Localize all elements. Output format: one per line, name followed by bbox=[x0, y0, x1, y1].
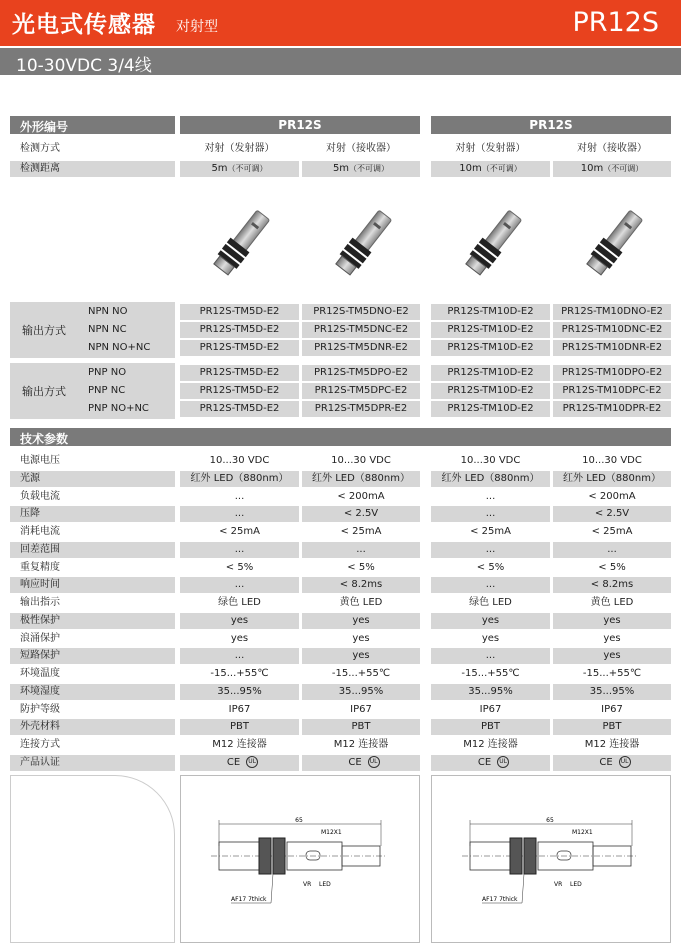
svg-text:AF17 7thick: AF17 7thick bbox=[231, 896, 267, 903]
param-label: 环境湿度 bbox=[10, 684, 175, 700]
table-cell bbox=[302, 141, 420, 157]
param-value: -15...+55℃ bbox=[210, 668, 269, 679]
cell-note: （不可调） bbox=[349, 164, 390, 173]
header-bar bbox=[0, 0, 681, 46]
param-value: < 2.5V bbox=[302, 506, 420, 522]
cell-value: 5m bbox=[211, 163, 228, 174]
group-label-1: PR12S bbox=[278, 118, 322, 132]
ul-mark-icon: UL bbox=[497, 756, 509, 768]
model-code: PR12S-TM10D-E2 bbox=[431, 365, 550, 381]
model-code: PR12S-TM10DPC-E2 bbox=[553, 383, 671, 399]
model-code: PR12S-TM10DNC-E2 bbox=[553, 322, 671, 338]
sensor-image bbox=[322, 205, 402, 285]
svg-text:M12X1: M12X1 bbox=[321, 829, 342, 836]
param-label: 连接方式 bbox=[20, 739, 60, 750]
param-value: PBT bbox=[180, 719, 299, 735]
svg-text:M12X1: M12X1 bbox=[572, 829, 593, 836]
model-code: PR12S-TM10DPR-E2 bbox=[553, 401, 671, 417]
dimension-drawing-2 bbox=[432, 776, 670, 942]
param-value: ... bbox=[180, 648, 299, 664]
table-cell bbox=[302, 161, 420, 177]
output-type: PNP NC bbox=[88, 385, 126, 396]
model-code: PR12S-TM5D-E2 bbox=[180, 401, 299, 417]
param-value: 10...30 VDC bbox=[582, 455, 642, 466]
cell-value: 10m bbox=[459, 163, 482, 174]
ce-mark-icon: CE bbox=[599, 757, 613, 768]
param-value: < 5% bbox=[598, 562, 626, 573]
param-value: ... bbox=[431, 577, 550, 593]
param-value: yes bbox=[180, 613, 299, 629]
param-value: PBT bbox=[302, 719, 420, 735]
svg-text:LED: LED bbox=[319, 881, 331, 888]
param-value: ... bbox=[431, 506, 550, 522]
param-value: M12 连接器 bbox=[333, 739, 389, 750]
param-label: 极性保护 bbox=[10, 613, 175, 629]
param-value: < 5% bbox=[347, 562, 375, 573]
param-value: M12 连接器 bbox=[584, 739, 640, 750]
cell-value: 对射（接收器） bbox=[326, 143, 396, 154]
table-cell bbox=[431, 141, 550, 157]
param-value: -15...+55℃ bbox=[582, 668, 642, 679]
param-value: -15...+55℃ bbox=[461, 668, 520, 679]
svg-text:65: 65 bbox=[295, 817, 303, 824]
param-value: 35...95% bbox=[302, 684, 420, 700]
ul-mark-icon: UL bbox=[246, 756, 258, 768]
cert-cell bbox=[180, 755, 299, 771]
tech-header bbox=[10, 428, 671, 446]
model-code: PR12S-TM5DPO-E2 bbox=[302, 365, 420, 381]
dimension-drawing-1 bbox=[181, 776, 419, 942]
output-type: PNP NO+NC bbox=[88, 403, 149, 414]
sensor-image bbox=[200, 205, 280, 285]
param-value: IP67 bbox=[350, 704, 372, 715]
param-label: 光源 bbox=[10, 471, 175, 487]
ul-mark-icon: UL bbox=[619, 756, 631, 768]
param-value: < 200mA bbox=[337, 491, 385, 502]
param-value: < 25mA bbox=[470, 526, 511, 537]
voltage-title: 10-30VDC 3/4线 bbox=[16, 56, 152, 76]
param-value: yes bbox=[352, 633, 370, 644]
model-code: PR12S-TM5DNR-E2 bbox=[302, 340, 420, 356]
ce-mark-icon: CE bbox=[226, 757, 241, 768]
model-code: PR12S-TM10D-E2 bbox=[431, 304, 550, 320]
cell-note: （不可调） bbox=[481, 164, 522, 173]
svg-text:VR: VR bbox=[554, 881, 563, 888]
param-value: 黄色 LED bbox=[339, 597, 383, 608]
model-code: PR12S-TM10DPO-E2 bbox=[553, 365, 671, 381]
model-code: PR12S-TM5DNO-E2 bbox=[302, 304, 420, 320]
group-label-2: PR12S bbox=[529, 118, 573, 132]
cell-note: （不可调） bbox=[227, 164, 268, 173]
param-value: ... bbox=[180, 577, 299, 593]
model-code: PR12S-TM5D-E2 bbox=[180, 365, 299, 381]
param-value: yes bbox=[230, 633, 249, 644]
param-value: 红外 LED（880nm） bbox=[553, 471, 671, 487]
cell-note: （不可调） bbox=[603, 164, 644, 173]
param-label: 产品认证 bbox=[10, 755, 175, 771]
param-label: 响应时间 bbox=[10, 577, 175, 593]
svg-text:VR: VR bbox=[303, 881, 312, 888]
page-subtitle: 对射型 bbox=[176, 19, 218, 35]
param-value: ... bbox=[302, 542, 420, 558]
param-value: yes bbox=[481, 633, 500, 644]
param-label: 压降 bbox=[10, 506, 175, 522]
row-label: 检测距离 bbox=[10, 161, 175, 177]
ce-mark-icon: CE bbox=[477, 757, 492, 768]
param-value: < 200mA bbox=[588, 491, 636, 502]
param-value: 10...30 VDC bbox=[209, 455, 270, 466]
param-value: < 25mA bbox=[219, 526, 260, 537]
param-value: < 5% bbox=[476, 562, 505, 573]
drawing-box-2 bbox=[431, 775, 671, 943]
param-value: < 25mA bbox=[340, 526, 382, 537]
param-value: 红外 LED（880nm） bbox=[431, 471, 550, 487]
sensor-image bbox=[452, 205, 532, 285]
group-header-1 bbox=[180, 116, 420, 134]
param-value: ... bbox=[431, 648, 550, 664]
cert-cell bbox=[553, 755, 671, 771]
param-value: 绿色 LED bbox=[218, 597, 261, 608]
param-label: 浪涌保护 bbox=[20, 633, 60, 644]
model-code: PR12S-TM5D-E2 bbox=[180, 340, 299, 356]
param-value: 35...95% bbox=[553, 684, 671, 700]
param-value: 黄色 LED bbox=[590, 597, 634, 608]
model-code: PR12S-TM10DNO-E2 bbox=[553, 304, 671, 320]
param-value: ... bbox=[431, 542, 550, 558]
cert-cell bbox=[431, 755, 550, 771]
tech-title: 技术参数 bbox=[20, 432, 69, 446]
param-label: 环境温度 bbox=[20, 668, 60, 679]
param-value: M12 连接器 bbox=[463, 739, 518, 750]
drawing-box-1 bbox=[180, 775, 420, 943]
param-value: yes bbox=[302, 613, 420, 629]
param-label: 输出指示 bbox=[20, 597, 60, 608]
param-value: IP67 bbox=[601, 704, 623, 715]
param-value: IP67 bbox=[479, 704, 502, 715]
param-value: IP67 bbox=[228, 704, 251, 715]
model-code: PR12S-TM5D-E2 bbox=[180, 304, 299, 320]
param-value: 红外 LED（880nm） bbox=[180, 471, 299, 487]
param-label: 外壳材料 bbox=[10, 719, 175, 735]
param-label: 重复精度 bbox=[20, 562, 60, 573]
param-value: M12 连接器 bbox=[212, 739, 267, 750]
subheader-bar bbox=[0, 48, 681, 75]
param-value: yes bbox=[553, 648, 671, 664]
output-type: NPN NO bbox=[88, 306, 128, 317]
model-code: PR12S-TM5DPC-E2 bbox=[302, 383, 420, 399]
model-code: PR12S-TM5DNC-E2 bbox=[302, 322, 420, 338]
param-value: < 8.2ms bbox=[302, 577, 420, 593]
svg-text:AF17 7thick: AF17 7thick bbox=[482, 896, 518, 903]
cell-value: 10m bbox=[580, 163, 604, 174]
param-value: 35...95% bbox=[431, 684, 550, 700]
model-code: PR12S-TM10DNR-E2 bbox=[553, 340, 671, 356]
param-value: < 2.5V bbox=[553, 506, 671, 522]
param-value: yes bbox=[603, 633, 621, 644]
group-header-2 bbox=[431, 116, 671, 134]
cert-cell bbox=[302, 755, 420, 771]
cell-value: 对射（发射器） bbox=[455, 143, 526, 154]
table-cell bbox=[553, 141, 671, 157]
page-title: 光电式传感器 bbox=[12, 12, 156, 38]
model-code: PR12S-TM10D-E2 bbox=[431, 322, 550, 338]
param-value: ... bbox=[485, 491, 496, 502]
param-label: 电源电压 bbox=[20, 455, 60, 466]
blank-box bbox=[10, 775, 175, 943]
ul-mark-icon: UL bbox=[368, 756, 380, 768]
model-code: PR12S-TM10D-E2 bbox=[431, 383, 550, 399]
param-value: yes bbox=[553, 613, 671, 629]
param-value: ... bbox=[234, 491, 245, 502]
table-cell bbox=[180, 161, 299, 177]
output-type: NPN NC bbox=[88, 324, 127, 335]
param-value: < 5% bbox=[225, 562, 254, 573]
table-cell bbox=[180, 141, 299, 157]
param-value: 35...95% bbox=[180, 684, 299, 700]
svg-text:65: 65 bbox=[546, 817, 554, 824]
param-label: 防护等级 bbox=[20, 704, 60, 715]
output-label: 输出方式 bbox=[22, 324, 66, 337]
model-code: PR12S-TM5D-E2 bbox=[180, 322, 299, 338]
sensor-image bbox=[573, 205, 653, 285]
param-label: 回差范围 bbox=[10, 542, 175, 558]
table-header-left bbox=[10, 116, 175, 134]
param-label: 负载电流 bbox=[20, 491, 60, 502]
table-cell bbox=[431, 161, 550, 177]
param-value: ... bbox=[180, 542, 299, 558]
param-value: ... bbox=[553, 542, 671, 558]
model-code: PR12S-TM10D-E2 bbox=[431, 401, 550, 417]
output-type: PNP NO bbox=[88, 367, 127, 378]
table-cell bbox=[553, 161, 671, 177]
param-label: 短路保护 bbox=[10, 648, 175, 664]
ce-mark-icon: CE bbox=[348, 757, 362, 768]
param-value: 绿色 LED bbox=[469, 597, 512, 608]
output-type: NPN NO+NC bbox=[88, 342, 151, 353]
param-value: ... bbox=[180, 506, 299, 522]
row-label: 检测方式 bbox=[20, 143, 60, 154]
param-value: 红外 LED（880nm） bbox=[302, 471, 420, 487]
model-code: PR12S-TM5D-E2 bbox=[180, 383, 299, 399]
output-label: 输出方式 bbox=[22, 385, 66, 398]
param-value: PBT bbox=[431, 719, 550, 735]
param-value: 10...30 VDC bbox=[331, 455, 391, 466]
table-title: 外形编号 bbox=[20, 120, 69, 134]
param-label: 消耗电流 bbox=[20, 526, 60, 537]
cell-value: 5m bbox=[332, 163, 350, 174]
param-value: yes bbox=[431, 613, 550, 629]
param-value: < 8.2ms bbox=[553, 577, 671, 593]
svg-text:LED: LED bbox=[570, 881, 582, 888]
param-value: 10...30 VDC bbox=[460, 455, 521, 466]
model-name: PR12S bbox=[572, 7, 659, 38]
cell-value: 对射（接收器） bbox=[577, 143, 647, 154]
model-code: PR12S-TM10D-E2 bbox=[431, 340, 550, 356]
param-value: < 25mA bbox=[591, 526, 633, 537]
param-value: -15...+55℃ bbox=[331, 668, 391, 679]
param-value: yes bbox=[302, 648, 420, 664]
param-value: PBT bbox=[553, 719, 671, 735]
model-code: PR12S-TM5DPR-E2 bbox=[302, 401, 420, 417]
cell-value: 对射（发射器） bbox=[204, 143, 275, 154]
